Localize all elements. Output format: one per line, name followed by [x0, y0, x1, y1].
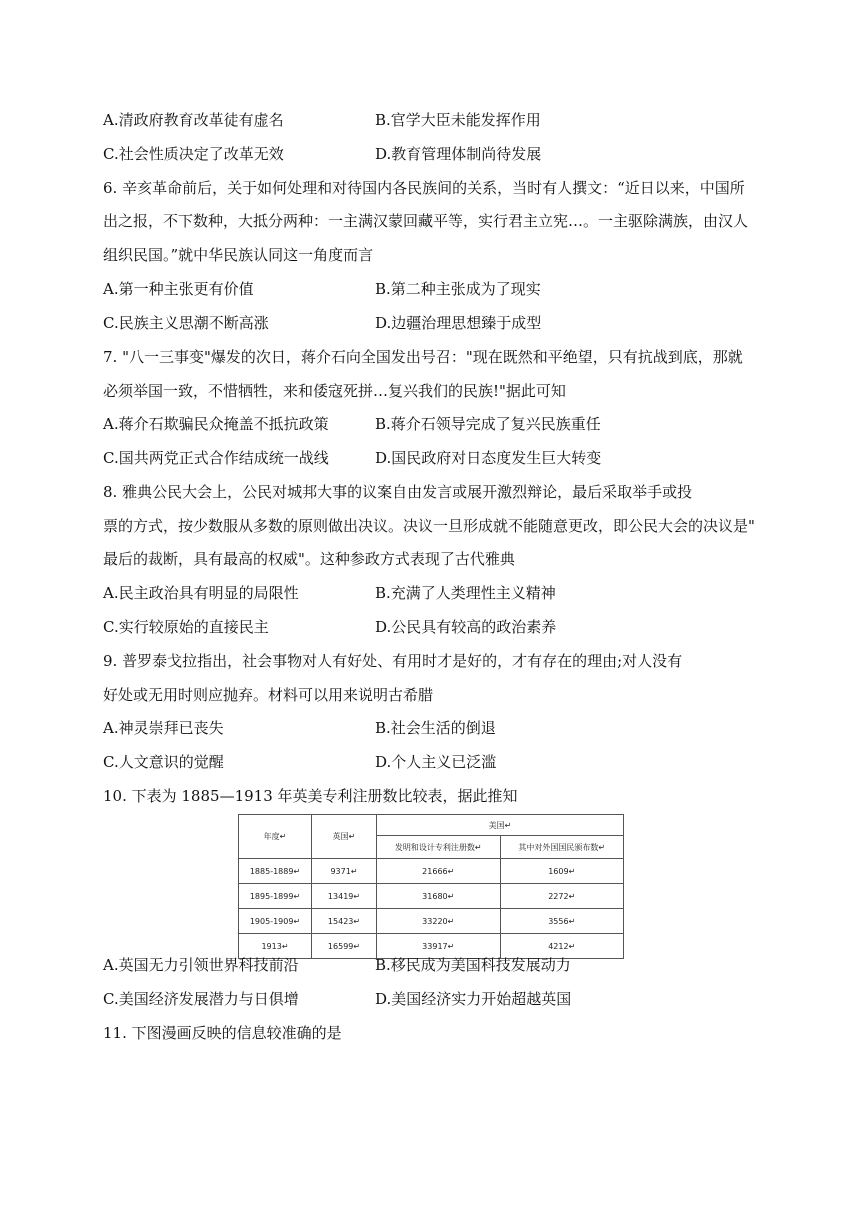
q5-option-d[interactable]: D.教育管理体制尚待发展 [375, 145, 542, 163]
q10-option-a[interactable]: A.英国无力引领世界科技前沿 [103, 956, 299, 974]
table-cell: 1905-1909↵ [239, 909, 312, 934]
table-cell: 13419↵ [312, 884, 377, 909]
q8-option-d[interactable]: D.公民具有较高的政治素养 [375, 618, 557, 636]
table-cell: 21666↵ [377, 859, 501, 884]
q7-option-a[interactable]: A.蒋介石欺骗民众掩盖不抵抗政策 [103, 415, 329, 433]
table-cell: 15423↵ [312, 909, 377, 934]
q6-stem-line: 6. 辛亥革命前后，关于如何处理和对待国内各民族间的关系，当时有人撰文：“近日以来，中国所 [103, 179, 745, 197]
q6-option-d[interactable]: D.边疆治理思想臻于成型 [375, 314, 542, 332]
q8-option-b[interactable]: B.充满了人类理性主义精神 [375, 584, 556, 602]
q6-stem-line: 出之报，不下数种，大抵分两种：一主满汉蒙回藏平等，实行君主立宪…。一主驱除满族，由汉人 [103, 212, 749, 230]
table-header-us-total: 发明和设计专利注册数↵ [377, 836, 501, 859]
q5-option-a[interactable]: A.清政府教育改革徒有虚名 [103, 111, 284, 129]
table-header-us-foreign: 其中对外国国民颁布数↵ [500, 836, 624, 859]
q10-option-d[interactable]: D.美国经济实力开始超越英国 [375, 990, 572, 1008]
q5-option-b[interactable]: B.官学大臣未能发挥作用 [375, 111, 541, 129]
table-cell: 1885-1889↵ [239, 859, 312, 884]
q11-stem: 11. 下图漫画反映的信息较准确的是 [103, 1024, 342, 1042]
table-cell: 3556↵ [500, 909, 624, 934]
q8-option-a[interactable]: A.民主政治具有明显的局限性 [103, 584, 299, 602]
q8-stem-line: 8. 雅典公民大会上，公民对城邦大事的议案自由发言或展开激烈辩论，最后采取举手或投 [103, 483, 693, 501]
patent-comparison-table [238, 814, 624, 959]
q10-option-b[interactable]: B.移民成为美国科技发展动力 [375, 956, 571, 974]
q6-option-c[interactable]: C.民族主义思潮不断高涨 [103, 314, 269, 332]
q9-option-c[interactable]: C.人文意识的觉醒 [103, 753, 224, 771]
table-cell: 16599↵ [312, 934, 377, 959]
table-cell: 33917↵ [377, 934, 501, 959]
q9-option-a[interactable]: A.神灵崇拜已丧失 [103, 719, 224, 737]
q9-option-b[interactable]: B.社会生活的倒退 [375, 719, 496, 737]
table-cell: 1895-1899↵ [239, 884, 312, 909]
table-cell: 4212↵ [500, 934, 624, 959]
q6-option-a[interactable]: A.第一种主张更有价值 [103, 280, 254, 298]
q9-option-d[interactable]: D.个人主义已泛滥 [375, 753, 497, 771]
q7-option-d[interactable]: D.国民政府对日态度发生巨大转变 [375, 449, 602, 467]
table-row [239, 909, 624, 934]
q8-stem-line: 票的方式，按少数服从多数的原则做出决议。决议一旦形成就不能随意更改，即公民大会的决议是" [103, 517, 755, 535]
q7-option-c[interactable]: C.国共两党正式合作结成统一战线 [103, 449, 329, 467]
table-cell: 1913↵ [239, 934, 312, 959]
q10-option-c[interactable]: C.美国经济发展潜力与日俱增 [103, 990, 299, 1008]
q9-stem-line: 9. 普罗泰戈拉指出，社会事物对人有好处、有用时才是好的，才有存在的理由;对人没有 [103, 652, 683, 670]
q6-option-b[interactable]: B.第二种主张成为了现实 [375, 280, 541, 298]
q9-stem-line: 好处或无用时则应抛弃。材料可以用来说明古希腊 [103, 686, 434, 704]
q5-option-c[interactable]: C.社会性质决定了改革无效 [103, 145, 284, 163]
table-header-year: 年度↵ [239, 815, 312, 859]
q8-stem-line: 最后的裁断，具有最高的权威"。这种参政方式表现了古代雅典 [103, 550, 515, 568]
q10-stem: 10. 下表为 1885—1913 年英美专利注册数比较表，据此推知 [103, 787, 518, 805]
table-cell: 33220↵ [377, 909, 501, 934]
table-cell: 9371↵ [312, 859, 377, 884]
table-row [239, 859, 624, 884]
q7-stem-line: 必须举国一致，不惜牺牲，来和倭寇死拼…复兴我们的民族!"据此可知 [103, 382, 566, 400]
table-cell: 1609↵ [500, 859, 624, 884]
table-row [239, 884, 624, 909]
q7-stem-line: 7. "八一三事变"爆发的次日，蒋介石向全国发出号召："现在既然和平绝望，只有抗战到底，那就 [103, 348, 743, 366]
q6-stem-line: 组织民国。”就中华民族认同这一角度而言 [103, 246, 374, 264]
q7-option-b[interactable]: B.蒋介石领导完成了复兴民族重任 [375, 415, 601, 433]
table-cell: 31680↵ [377, 884, 501, 909]
table-cell: 2272↵ [500, 884, 624, 909]
table-header-uk: 英国↵ [312, 815, 377, 859]
q8-option-c[interactable]: C.实行较原始的直接民主 [103, 618, 269, 636]
table-header-us: 美国↵ [377, 815, 624, 836]
